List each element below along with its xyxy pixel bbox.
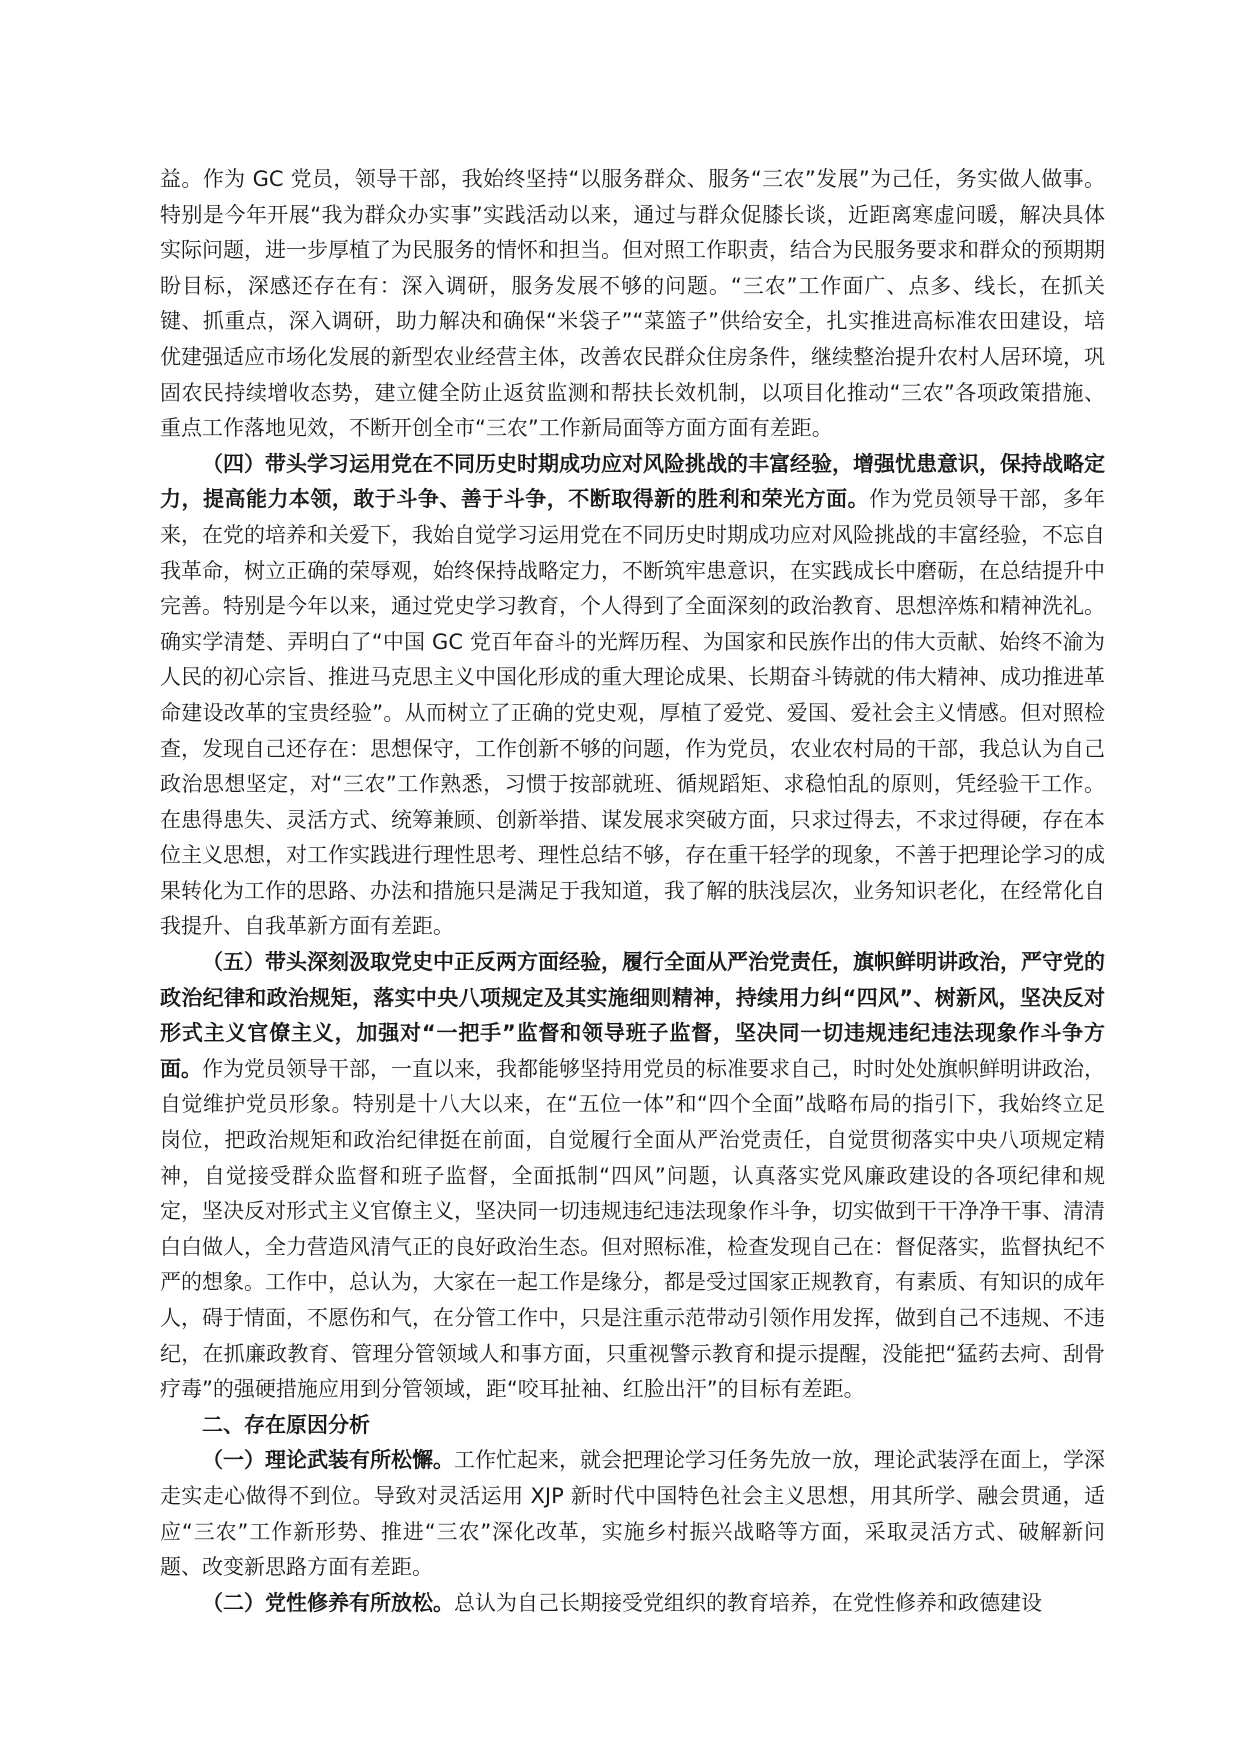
paragraph-text: 总认为自己长期接受党组织的教育培养，在党性修养和政德建设 xyxy=(454,1590,1042,1615)
document-body xyxy=(160,162,1105,1621)
paragraph-item-five xyxy=(160,945,1105,1408)
paragraph-text: 工作忙起来，就会把理论学习任务先放一放，理论武装浮在面上，学深走实走心做得不到位。导致对灵活运用 XJP 新时代中国特色社会主义思想，用其所学、融会贯通，适应“三农”工作新形势、推进“三农”深化改革，实施乡村振兴战略等方面，采取灵活方式、破解新问题、改变新思路方面有差距。 xyxy=(160,1448,1105,1580)
paragraph-lead-heading: （一）理论武装有所松懈。 xyxy=(202,1448,454,1473)
paragraph-continuation xyxy=(160,162,1105,447)
paragraph-reason-two xyxy=(160,1586,1105,1622)
paragraph-text: 作为党员领导干部，一直以来，我都能够坚持用党员的标准要求自己，时时处处旗帜鲜明讲政治，自觉维护党员形象。特别是十八大以来，在“五位一体”和“四个全面”战略布局的指引下，我始终立足岗位，把政治规矩和政治纪律挺在前面，自觉履行全面从严治党责任，自觉贯彻落实中央八项规定精神，自觉接受群众监督和班子监督，全面抵制“四风”问题，认真落实党风廉政建设的各项纪律和规定，坚决反对形式主义官僚主义，坚决同一切违规违纪违法现象作斗争，切实做到干干净净干事、清清白白做人，全力营造风清气正的良好政治生态。但对照标准，检查发现自己在：督促落实，监督执纪不严的想象。工作中，总认为，大家在一起工作是缘分，都是受过国家正规教育，有素质、有知识的成年人，碍于情面，不愿伤和气，在分管工作中，只是注重示范带动引领作用发挥，做到自己不违规、不违纪，在抓廉政教育、管理分管领域人和事方面，只重视警示教育和提示提醒，没能把“猛药去疴、刮骨疗毒”的强硬措施应用到分管领域，距“咬耳扯袖、红脸出汗”的目标有差距。 xyxy=(160,1056,1105,1402)
paragraph-reason-one xyxy=(160,1443,1105,1585)
paragraph-text: 作为党员领导干部，多年来，在党的培养和关爱下，我始自觉学习运用党在不同历史时期成功应对风险挑战的丰富经验，不忘自我革命，树立正确的荣辱观，始终保持战略定力，不断筑牢患意识，在实践成长中磨砺，在总结提升中完善。特别是今年以来，通过党史学习教育，个人得到了全面深刻的政治教育、思想淬炼和精神洗礼。确实学清楚、弄明白了“中国 GC 党百年奋斗的光辉历程、为国家和民族作出的伟大贡献、始终不渝为人民的初心宗旨、推进马克思主义中国化形成的重大理论成果、长期奋斗铸就的伟大精神、成功推进革命建设改革的宝贵经验”。从而树立了正确的党史观，厚植了爱党、爱国、爱社会主义情感。但对照检查，发现自己还存在：思想保守，工作创新不够的问题，作为党员，农业农村局的干部，我总认为自己政治思想坚定，对“三农”工作熟悉，习惯于按部就班、循规蹈矩、求稳怕乱的原则，凭经验干工作。在患得患失、灵活方式、统筹兼顾、创新举措、谋发展求突破方面，只求过得去，不求过得硬，存在本位主义思想，对工作实践进行理性思考、理性总结不够，存在重干轻学的现象，不善于把理论学习的成果转化为工作的思路、办法和措施只是满足于我知道，我了解的肤浅层次，业务知识老化，在经常化自我提升、自我革新方面有差距。 xyxy=(160,487,1106,939)
paragraph-lead-heading: （四）带头学习运用党在不同历史时期成功应对风险挑战的丰富经验，增强忧患意识，保持战略定力，提高能力本领，敢于斗争、善于斗争，不断取得新的胜利和荣光方面。 xyxy=(160,451,1105,512)
paragraph-lead-heading: （二）党性修养有所放松。 xyxy=(202,1590,454,1615)
paragraph-text: 益。作为 GC 党员，领导干部，我始终坚持“以服务群众、服务“三农”发展”为己任，务实做人做事。特别是今年开展“我为群众办实事”实践活动以来，通过与群众促膝长谈，近距离寒虚问暖，解决具体实际问题，进一步厚植了为民服务的情怀和担当。但对照工作职责，结合为民服务要求和群众的预期期盼目标，深感还存在有：深入调研，服务发展不够的问题。“三农”工作面广、点多、线长，在抓关键、抓重点，深入调研，助力解决和确保“米袋子”“菜篮子”供给安全，扎实推进高标准农田建设，培优建强适应市场化发展的新型农业经营主体，改善农民群众住房条件，继续整治提升农村人居环境，巩固农民持续增收态势，建立健全防止返贫监测和帮扶长效机制，以项目化推动“三农”各项政策措施、重点工作落地见效，不断开创全市“三农”工作新局面等方面方面有差距。 xyxy=(160,167,1105,441)
paragraph-lead-heading: （五）带头深刻汲取党史中正反两方面经验，履行全面从严治党责任，旗帜鲜明讲政治，严守党的政治纪律和政治规矩，落实中央八项规定及其实施细则精神，持续用力纠“四风”、树新风，坚决反对形式主义官僚主义，加强对“一把手”监督和领导班子监督，坚决同一切违规违纪违法现象作斗争方面。 xyxy=(160,950,1105,1081)
section-heading: 二、存在原因分析 xyxy=(202,1412,370,1437)
paragraph-item-four xyxy=(160,447,1105,945)
